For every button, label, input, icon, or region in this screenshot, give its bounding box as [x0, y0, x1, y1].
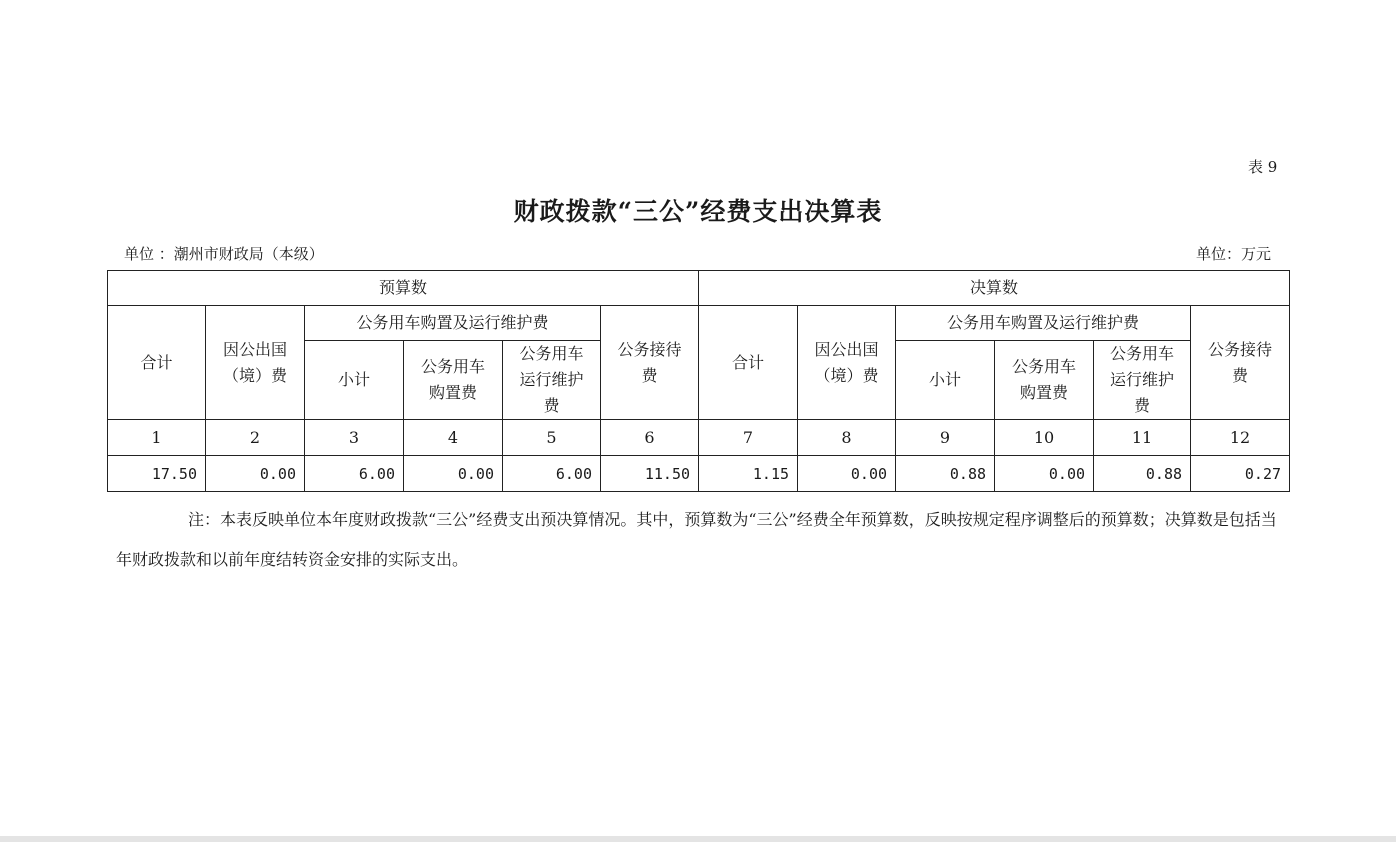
expenditure-table: [107, 270, 1290, 492]
abroad-line2: （境）费: [222, 365, 287, 385]
final-vehicle-run-header: [1094, 341, 1191, 420]
budget-reception-header: [601, 306, 699, 420]
vehicle-purchase-line2: 购置费: [1020, 383, 1069, 402]
value-cell: 11.50: [601, 456, 699, 492]
vehicle-run-line1: 公务用车: [1110, 344, 1175, 363]
budget-total-header: 合计: [108, 306, 206, 420]
final-vehicle-group-header: 公务用车购置及运行维护费: [896, 306, 1191, 341]
vehicle-purchase-line1: 公务用车: [1012, 357, 1077, 376]
budget-vehicle-purchase-header: [404, 341, 503, 420]
column-number: 8: [798, 420, 896, 456]
final-vehicle-purchase-header: [995, 341, 1094, 420]
vehicle-run-line3: 费: [543, 396, 560, 415]
table-number: 表 9: [1248, 158, 1278, 176]
final-subtotal-header: 小计: [896, 341, 995, 420]
column-number: 9: [896, 420, 995, 456]
unit-organization: 单位 ：潮州市财政局（本级）: [124, 245, 324, 263]
column-number: 12: [1191, 420, 1290, 456]
budget-header: 预算数: [108, 271, 699, 306]
final-abroad-header: [798, 306, 896, 420]
value-cell: 0.88: [1094, 456, 1191, 492]
reception-line2: 费: [641, 365, 658, 385]
value-cell: 17.50: [108, 456, 206, 492]
value-cell: 0.00: [206, 456, 305, 492]
vehicle-purchase-line2: 购置费: [428, 383, 477, 402]
column-number-row: [108, 420, 1290, 456]
value-cell: 6.00: [503, 456, 601, 492]
column-number: 4: [404, 420, 503, 456]
value-cell: 0.00: [798, 456, 896, 492]
abroad-line2: （境）费: [814, 365, 879, 385]
vehicle-purchase-line1: 公务用车: [420, 357, 485, 376]
budget-subtotal-header: 小计: [305, 341, 404, 420]
value-cell: 0.00: [995, 456, 1094, 492]
unit-currency: 单位：万元: [1196, 245, 1272, 263]
reception-line1: 公务接待: [1208, 339, 1273, 359]
column-number: 5: [503, 420, 601, 456]
value-cell: 6.00: [305, 456, 404, 492]
header-row-group: [108, 271, 1290, 306]
value-cell: 1.15: [699, 456, 798, 492]
column-number: 11: [1094, 420, 1191, 456]
column-number: 10: [995, 420, 1094, 456]
vehicle-run-line2: 运行维护: [1110, 370, 1175, 389]
value-cell: 0.00: [404, 456, 503, 492]
vehicle-run-line3: 费: [1134, 396, 1151, 415]
document-title: 财政拨款“三公”经费支出决算表: [513, 197, 883, 226]
budget-vehicle-run-header: [503, 341, 601, 420]
page-bottom-divider: [0, 836, 1396, 842]
value-row: [108, 456, 1290, 492]
budget-vehicle-group-header: 公务用车购置及运行维护费: [305, 306, 601, 341]
column-number: 6: [601, 420, 699, 456]
header-row-main: [108, 306, 1290, 341]
reception-line2: 费: [1232, 365, 1249, 385]
column-number: 3: [305, 420, 404, 456]
final-total-header: 合计: [699, 306, 798, 420]
abroad-line1: 因公出国: [222, 339, 287, 359]
value-cell: 0.27: [1191, 456, 1290, 492]
vehicle-run-line2: 运行维护: [519, 370, 584, 389]
table-note: 注：本表反映单位本年度财政拨款“三公”经费支出预决算情况。其中，预算数为“三公”经费全年预算数，反映按规定程序调整后的预算数；决算数是包括当年财政拨款和以前年度结转资金安排的实际支出。: [116, 510, 1277, 569]
final-reception-header: [1191, 306, 1290, 420]
abroad-line1: 因公出国: [814, 339, 879, 359]
column-number: 1: [108, 420, 206, 456]
column-number: 7: [699, 420, 798, 456]
column-number: 2: [206, 420, 305, 456]
reception-line1: 公务接待: [617, 339, 682, 359]
value-cell: 0.88: [896, 456, 995, 492]
vehicle-run-line1: 公务用车: [519, 344, 584, 363]
final-header: 决算数: [699, 271, 1290, 306]
budget-abroad-header: [206, 306, 305, 420]
